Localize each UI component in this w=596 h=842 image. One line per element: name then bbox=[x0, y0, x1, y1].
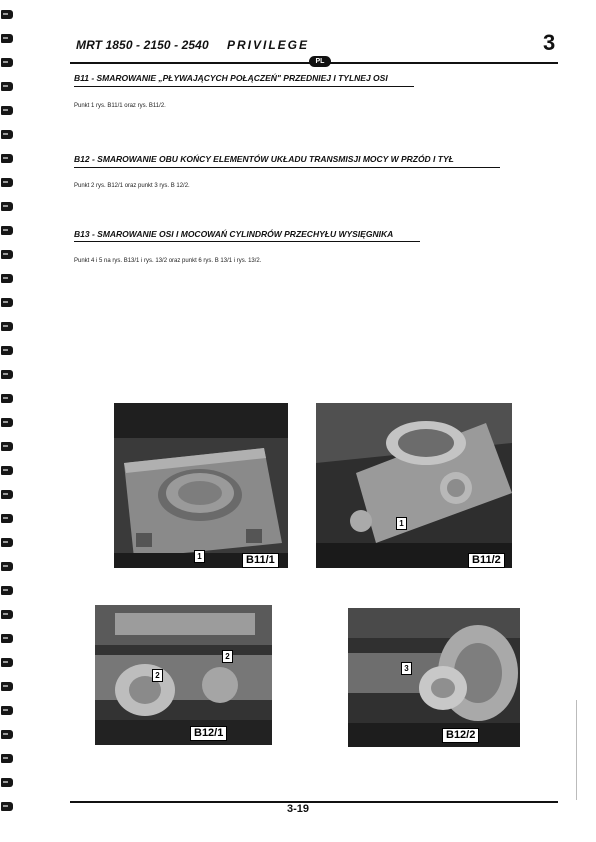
section-title-b13: B13 - SMAROWANIE OSI I MOCOWAŃ CYLINDRÓW PRZECHYŁU WYSIĘGNIKA bbox=[74, 229, 394, 239]
photo-b11-1 bbox=[114, 403, 288, 568]
point-marker: 1 bbox=[194, 550, 205, 563]
binding-ring bbox=[1, 490, 13, 499]
binding-ring bbox=[1, 682, 13, 691]
binding-ring bbox=[1, 706, 13, 715]
binding-ring bbox=[1, 34, 13, 43]
model-range-title: MRT 1850 - 2150 - 2540 bbox=[76, 38, 209, 52]
binding-ring bbox=[1, 322, 13, 331]
binding-ring bbox=[1, 586, 13, 595]
binding-ring bbox=[1, 658, 13, 667]
binding-ring bbox=[1, 466, 13, 475]
figure-label-b12-1: B12/1 bbox=[190, 726, 227, 741]
photo-b12-1 bbox=[95, 605, 272, 745]
point-marker: 1 bbox=[396, 517, 407, 530]
section-rule-b13 bbox=[74, 241, 420, 242]
binding-ring bbox=[1, 778, 13, 787]
point-marker: 3 bbox=[401, 662, 412, 675]
binding-ring bbox=[1, 226, 13, 235]
page-number: 3-19 bbox=[286, 803, 310, 815]
binding-ring bbox=[1, 130, 13, 139]
binding-ring bbox=[1, 178, 13, 187]
chapter-number: 3 bbox=[543, 30, 556, 55]
binding-ring bbox=[1, 562, 13, 571]
section-body-b12: Punkt 2 rys. B12/1 oraz punkt 3 rys. B 12/2. bbox=[74, 183, 190, 189]
binding-ring bbox=[1, 634, 13, 643]
section-rule-b12 bbox=[74, 167, 500, 168]
page-edge-line bbox=[576, 700, 577, 800]
language-badge: PL bbox=[309, 56, 331, 67]
section-rule-b11 bbox=[74, 86, 414, 87]
binding-ring bbox=[1, 58, 13, 67]
figure-label-b11-2: B11/2 bbox=[468, 553, 505, 568]
binding-ring bbox=[1, 610, 13, 619]
binding-ring bbox=[1, 442, 13, 451]
section-title-b11: B11 - SMAROWANIE „PŁYWAJĄCYCH POŁĄCZEŃ" PRZEDNIEJ I TYLNEJ OSI bbox=[74, 73, 388, 83]
figure-label-b11-1: B11/1 bbox=[242, 553, 279, 568]
binding-ring bbox=[1, 370, 13, 379]
binding-ring bbox=[1, 394, 13, 403]
photo-b12-2 bbox=[348, 608, 520, 747]
binding-ring bbox=[1, 202, 13, 211]
binding-ring bbox=[1, 346, 13, 355]
point-marker: 2 bbox=[152, 669, 163, 682]
binding-ring bbox=[1, 298, 13, 307]
binding-ring bbox=[1, 754, 13, 763]
section-body-b13: Punkt 4 i 5 na rys. B13/1 i rys. 13/2 oraz punkt 6 rys. B 13/1 i rys. 13/2. bbox=[74, 258, 262, 264]
binding-ring bbox=[1, 274, 13, 283]
binding-ring bbox=[1, 418, 13, 427]
section-body-b11: Punkt 1 rys. B11/1 oraz rys. B11/2. bbox=[74, 103, 166, 109]
brand-logo: PRIVILEGE bbox=[227, 38, 310, 52]
point-marker: 2 bbox=[222, 650, 233, 663]
figure-label-b12-2: B12/2 bbox=[442, 728, 479, 743]
binding-strip bbox=[0, 0, 14, 842]
binding-ring bbox=[1, 106, 13, 115]
binding-ring bbox=[1, 730, 13, 739]
binding-ring bbox=[1, 538, 13, 547]
binding-ring bbox=[1, 10, 13, 19]
photo-b11-2 bbox=[316, 403, 512, 568]
binding-ring bbox=[1, 514, 13, 523]
binding-ring bbox=[1, 82, 13, 91]
binding-ring bbox=[1, 250, 13, 259]
binding-ring bbox=[1, 154, 13, 163]
section-title-b12: B12 - SMAROWANIE OBU KOŃCY ELEMENTÓW UKŁADU TRANSMISJI MOCY W PRZÓD I TYŁ bbox=[74, 154, 454, 164]
